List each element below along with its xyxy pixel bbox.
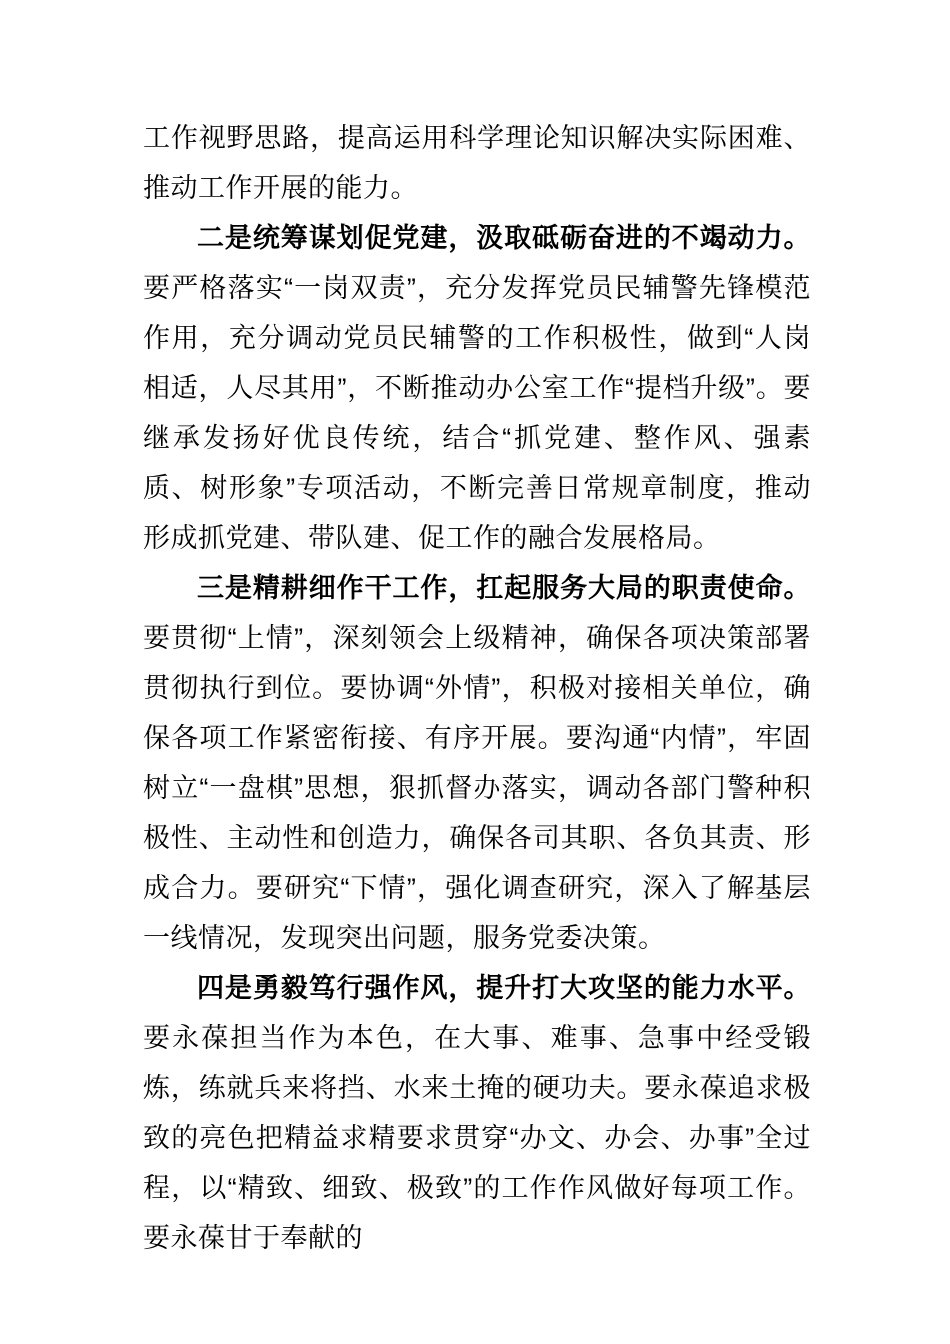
paragraph-point-three <box>143 563 811 963</box>
paragraph-point-four <box>143 963 811 1263</box>
paragraph-continuation <box>143 113 811 213</box>
paragraph-text: 工作视野思路，提高运用科学理论知识解决实际困难、推动工作开展的能力。 <box>143 123 811 203</box>
paragraph-text: 要永葆担当作为本色，在大事、难事、急事中经受锻炼，练就兵来将挡、水来土掩的硬功夫。要永葆追求极致的亮色把精益求精要求贯穿“办文、办会、办事”全过程，以“精致、细致、极致”的工作作风做好每项工作。要永葆甘于奉献的 <box>143 1023 811 1253</box>
paragraph-lead: 三是精耕细作干工作，扛起服务大局的职责使命。 <box>197 573 811 603</box>
document-text-block <box>143 113 811 1263</box>
paragraph-lead: 二是统筹谋划促党建，汲取砥砺奋进的不竭动力。 <box>197 223 811 253</box>
paragraph-text: 要贯彻“上情”，深刻领会上级精神，确保各项决策部署贯彻执行到位。要协调“外情”，积极对接相关单位，确保各项工作紧密衔接、有序开展。要沟通“内情”，牢固树立“一盘棋”思想，狠抓督办落实，调动各部门警种积极性、主动性和创造力，确保各司其职、各负其责、形成合力。要研究“下情”，强化调查研究，深入了解基层一线情况，发现突出问题，服务党委决策。 <box>143 623 811 953</box>
paragraph-text: 要严格落实“一岗双责”，充分发挥党员民辅警先锋模范作用，充分调动党员民辅警的工作积极性，做到“人岗相适，人尽其用”，不断推动办公室工作“提档升级”。要继承发扬好优良传统，结合“抓党建、整作风、强素质、树形象”专项活动，不断完善日常规章制度，推动形成抓党建、带队建、促工作的融合发展格局。 <box>143 273 811 553</box>
paragraph-lead: 四是勇毅笃行强作风，提升打大攻坚的能力水平。 <box>197 973 811 1003</box>
paragraph-point-two <box>143 213 811 563</box>
